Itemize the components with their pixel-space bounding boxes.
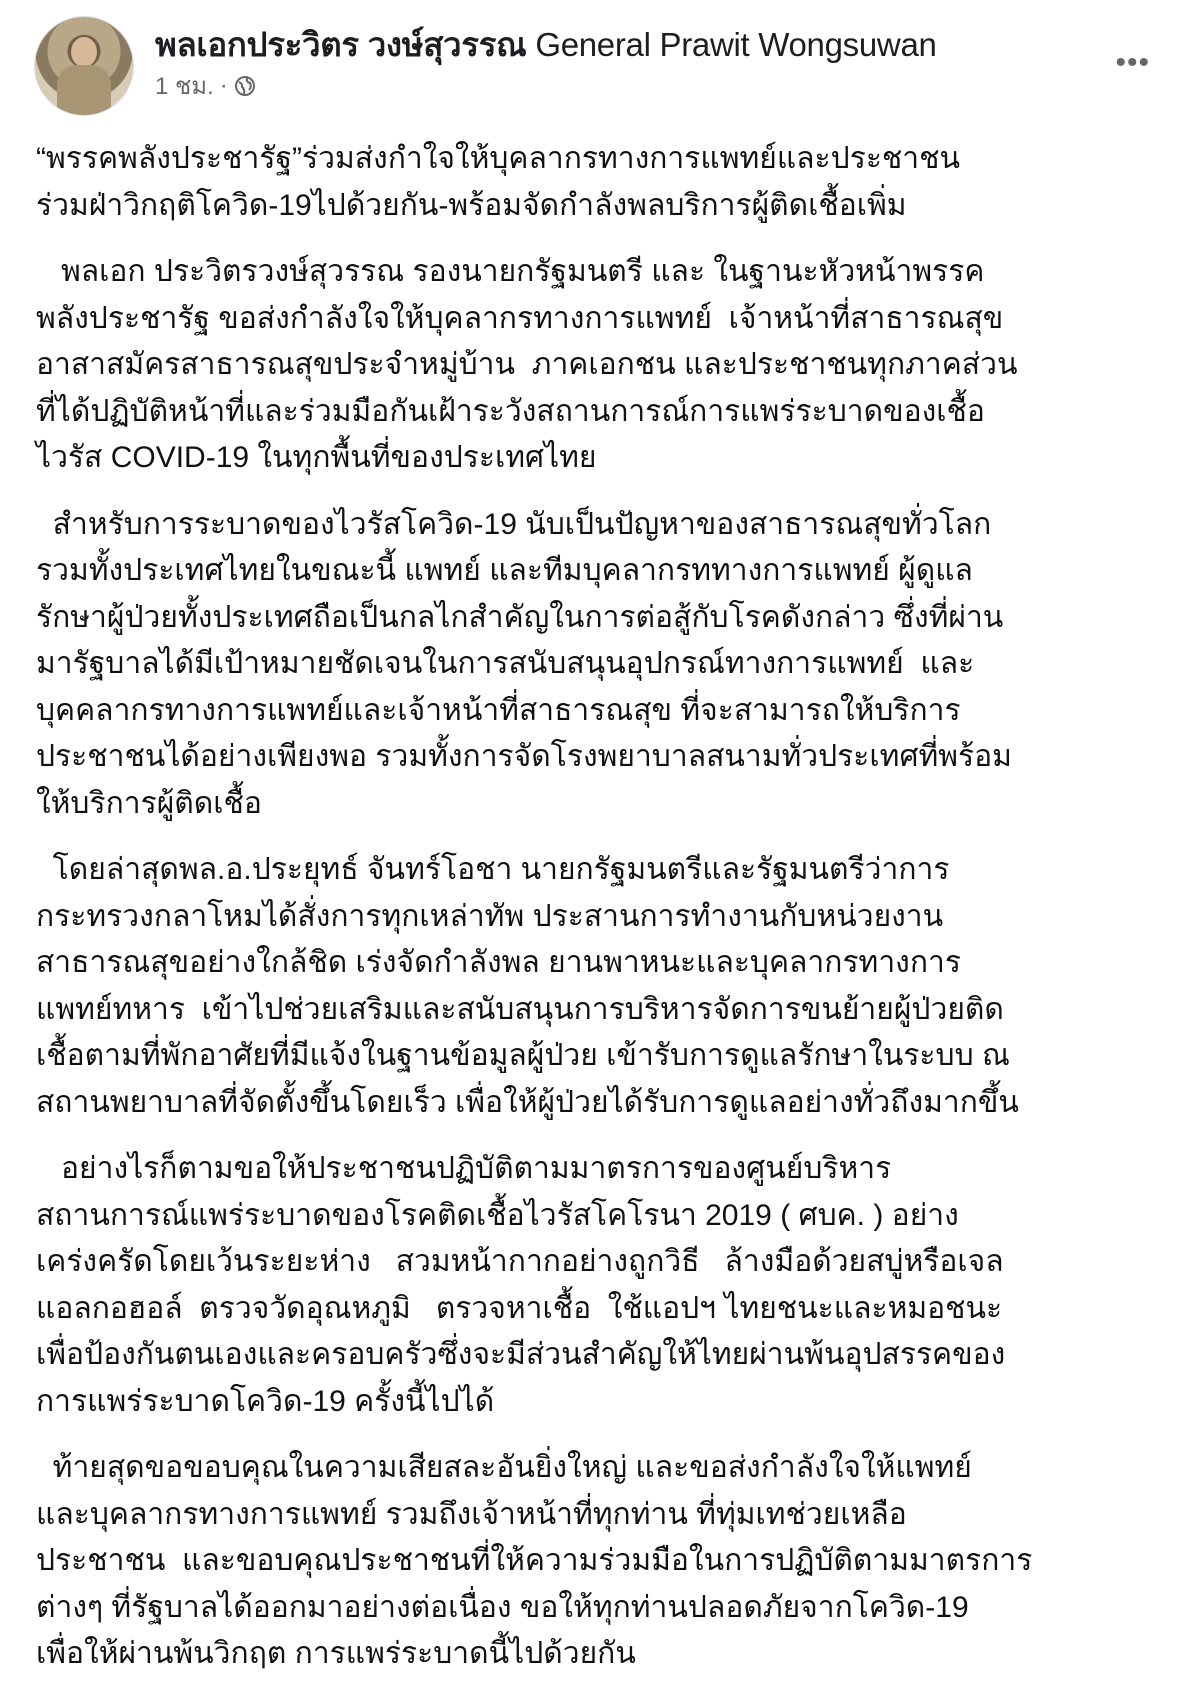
post-text-line: ท้ายสุดขอขอบคุณในความเสียสละอันยิ่งใหญ่ และขอส่งกำลังใจให้แพทย์ (36, 1451, 972, 1484)
post-paragraph (36, 502, 1186, 828)
post-text-line: แพทย์ทหาร เข้าไปช่วยเสริมและสนับสนุนการบริหารจัดการขนย้ายผู้ป่วยติด (36, 992, 1004, 1026)
post-text-line: สถานพยาบาลที่จัดตั้งขึ้นโดยเร็ว เพื่อให้ผู้ป่วยได้รับการดูแลอย่างทั่วถึงมากขึ้น (36, 1085, 1019, 1119)
avatar-body (57, 65, 111, 115)
post-text-line: ต่างๆ ที่รัฐบาลได้ออกมาอย่างต่อเนื่อง ขอให้ทุกท่านปลอดภัยจากโควิด-19 (36, 1590, 969, 1624)
post-text-line: และบุคลากรทางการแพทย์ รวมถึงเจ้าหน้าที่ทุกท่าน ที่ทุ่มเทช่วยเหลือ (36, 1497, 907, 1531)
post-text-line: สำหรับการระบาดของไวรัสโควิด-19 นับเป็นปัญหาของสาธารณสุขทั่วโลก (36, 507, 992, 541)
post-text-line: สาธารณสุขอย่างใกล้ชิด เร่งจัดกำลังพล ยานพาหนะและบุคลากรทางการ (36, 946, 961, 979)
post-text-line: ร่วมฝ่าวิกฤติโควิด-19ไปด้วยกัน-พร้อมจัดกำลังพลบริการผู้ติดเชื้อเพิ่ม (36, 188, 907, 222)
post-paragraph (36, 1445, 1186, 1678)
author-name-english[interactable]: General Prawit Wongsuwan (535, 26, 937, 63)
post-text-line: เคร่งครัดโดยเว้นระยะห่าง สวมหน้ากากอย่างถูกวิธี ล้างมือด้วยสบู่หรือเจล (36, 1245, 1004, 1278)
author-name-thai[interactable]: พลเอกประวิตร วงษ์สุวรรณ (155, 26, 527, 63)
avatar-head (71, 37, 97, 67)
post-text-line: ให้บริการผู้ติดเชื้อ (36, 786, 262, 820)
post-text-line: ประชาชน และขอบคุณประชาชนที่ให้ความร่วมมือในการปฏิบัติตามมาตรการ (36, 1544, 1033, 1577)
post-paragraph (36, 847, 1186, 1126)
post-text-line: อย่างไรก็ตามขอให้ประชาชนปฏิบัติตามมาตรการของศูนย์บริหาร (36, 1152, 892, 1185)
post-text-line: เพื่อให้ผ่านพ้นวิกฤต การแพร่ระบาดนี้ไปด้วยกัน (36, 1637, 636, 1670)
author-name[interactable] (155, 18, 937, 71)
post-text-line: บุคคลากรทางการแพทย์และเจ้าหน้าที่สาธารณสุข ที่จะสามารถให้บริการ (36, 693, 961, 727)
post-text-line: สถานการณ์แพร่ระบาดของโรคติดเชื้อไวรัสโคโรนา 2019 ( ศบค. ) อย่าง (36, 1198, 959, 1232)
meta-separator: · (219, 71, 228, 99)
post-text-line: ที่ได้ปฏิบัติหน้าที่และร่วมมือกันเฝ้าระวังสถานการณ์การแพร่ระบาดของเชื้อ (36, 394, 985, 428)
post-text-line: การแพร่ระบาดโควิด-19 ครั้งนี้ไปได้ (36, 1384, 495, 1418)
author-avatar[interactable] (34, 16, 134, 116)
post-text-line: มารัฐบาลได้มีเป้าหมายชัดเจนในการสนับสนุนอุปกรณ์ทางการแพทย์ และ (36, 647, 975, 680)
post-text-line: รักษาผู้ป่วยทั้งประเทศถือเป็นกลไกสำคัญในการต่อสู้กับโรคดังกล่าว ซึ่งที่ผ่าน (36, 600, 1004, 634)
post-text-line: พลังประชารัฐ ขอส่งกำลังใจให้บุคลากรทางการแพทย์ เจ้าหน้าที่สาธารณสุข (36, 301, 1004, 335)
post-text-line: กระทรวงกลาโหมได้สั่งการทุกเหล่าทัพ ประสานการทำงานกับหน่วยงาน (36, 899, 944, 933)
post-body (36, 136, 1186, 1698)
globe-icon[interactable] (234, 75, 256, 97)
post-text-line: โดยล่าสุดพล.อ.ประยุทธ์ จันทร์โอชา นายกรัฐมนตรีและรัฐมนตรีว่าการ (36, 853, 950, 886)
more-options-button[interactable]: ••• (1115, 46, 1150, 79)
post-text-line: แอลกอฮอล์ ตรวจวัดอุณหภูมิ ตรวจหาเชื้อ ใช้แอปฯ ไทยชนะและหมอชนะ (36, 1291, 1003, 1325)
post-paragraph (36, 249, 1186, 482)
post-text-line: “พรรคพลังประชารัฐ”ร่วมส่งกำใจให้บุคลากรทางการแพทย์และประชาชน (36, 142, 961, 175)
post-text-line: อาสาสมัครสาธารณสุขประจำหมู่บ้าน ภาคเอกชน และประชาชนทุกภาคส่วน (36, 348, 1018, 381)
post-text-line: รวมทั้งประเทศไทยในขณะนี้ แพทย์ และทีมบุคลากรททางการแพทย์ ผู้ดูแล (36, 554, 973, 587)
post-text-line: เชื้อตามที่พักอาศัยที่มีแจ้งในฐานข้อมูลผู้ป่วย เข้ารับการดูแลรักษาในระบบ ณ (36, 1039, 1010, 1072)
post-meta (155, 66, 256, 105)
post-text-line: พลเอก ประวิตรวงษ์สุวรรณ รองนายกรัฐมนตรี และ ในฐานะหัวหน้าพรรค (36, 255, 985, 288)
post-paragraph (36, 1146, 1186, 1425)
post-text-line: ประชาชนได้อย่างเพียงพอ รวมทั้งการจัดโรงพยาบาลสนามทั่วประเทศที่พร้อม (36, 740, 1012, 773)
post-text-line: ไวรัส COVID-19 ในทุกพื้นที่ของประเทศไทย (36, 441, 597, 474)
post-timestamp[interactable]: 1 ชม. (155, 73, 214, 100)
post-paragraph (36, 136, 1186, 229)
post-text-line: เพื่อป้องกันตนเองและครอบครัวซึ่งจะมีส่วนสำคัญให้ไทยผ่านพ้นอุปสรรคของ (36, 1338, 1006, 1371)
